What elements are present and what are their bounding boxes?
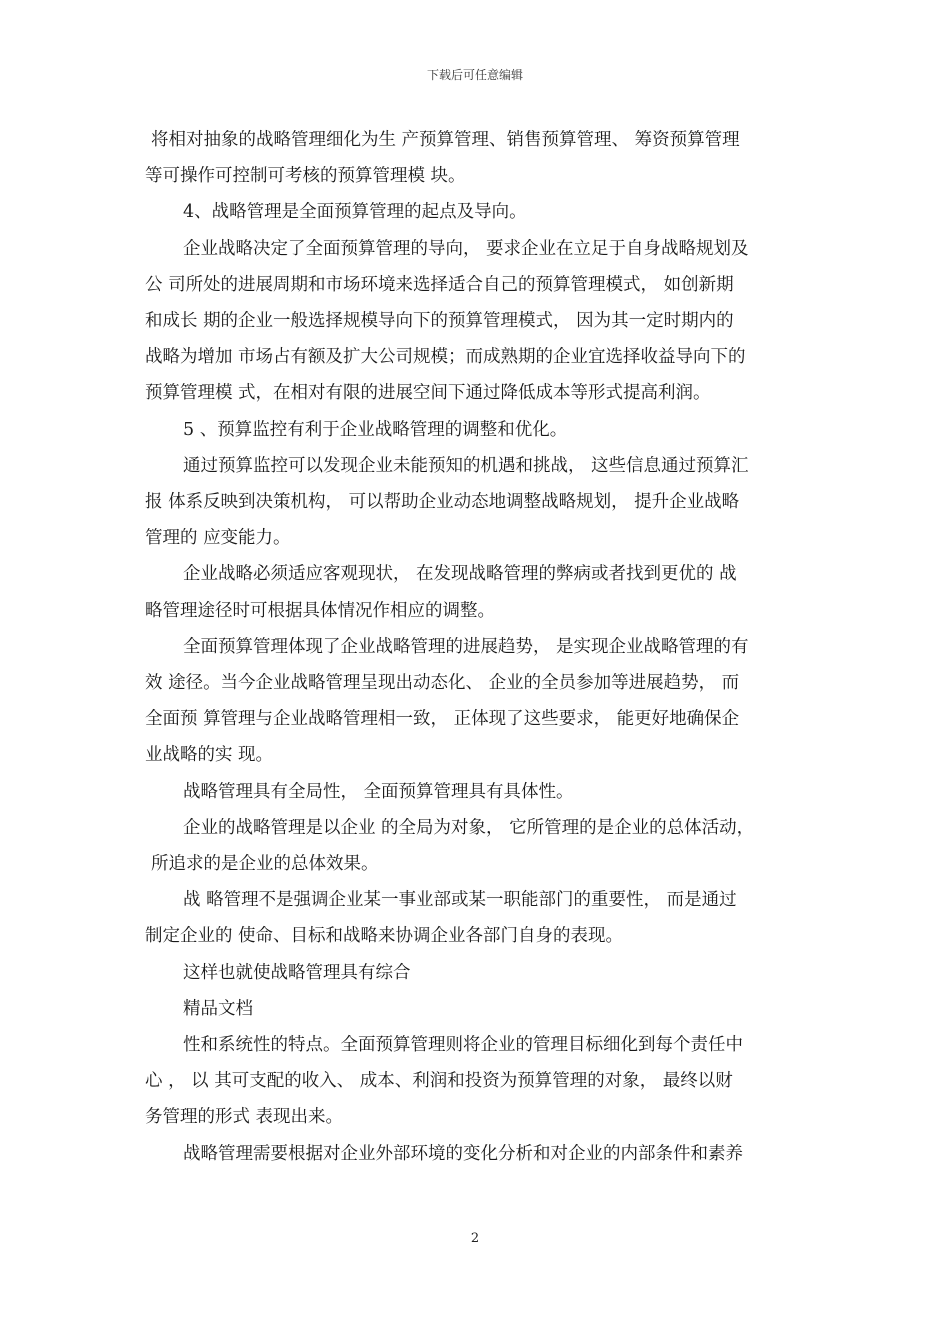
text-line: 4、战略管理是全面预算管理的起点及导向。 (183, 202, 527, 223)
text-line: 战略管理需要根据对企业外部环境的变化分析和对企业的内部条件和素养 (183, 1143, 743, 1164)
text-line: 制定企业的 使命、目标和战略来协调企业各部门自身的表现。 (145, 926, 624, 947)
text-line: 报 体系反映到决策机构， 可以帮助企业动态地调整战略规划， 提升企业战略 (145, 492, 740, 513)
text-line: 略管理途径时可根据具体情况作相应的调整。 (145, 600, 495, 621)
text-line: 精品文档 (183, 998, 253, 1019)
text-line: 战略管理具有全局性， 全面预算管理具有具体性。 (183, 781, 574, 802)
page-number: 2 (470, 1231, 480, 1246)
text-line: 企业战略决定了全面预算管理的导向， 要求企业在立足于自身战略规划及 (183, 238, 749, 259)
text-line: 全面预 算管理与企业战略管理相一致， 正体现了这些要求， 能更好地确保企 (145, 709, 740, 730)
text-line: 心 ， 以 其可支配的收入、 成本、利润和投资为预算管理的对象， 最终以财 (145, 1071, 733, 1092)
text-line: 全面预算管理体现了企业战略管理的进展趋势， 是实现企业战略管理的有 (183, 636, 749, 657)
text-line: 业战略的实 现。 (145, 745, 274, 766)
document-body (145, 122, 810, 1172)
text-line: 等可操作可控制可考核的预算管理模 块。 (145, 166, 466, 187)
text-line: 性和系统性的特点。全面预算管理则将企业的管理目标细化到每个责任中 (183, 1035, 743, 1056)
text-line: 所追求的是企业的总体效果。 (151, 854, 379, 875)
text-line: 管理的 应变能力。 (145, 528, 291, 549)
text-line: 公 司所处的进展周期和市场环境来选择适合自己的预算管理模式， 如创新期 (145, 274, 734, 295)
text-line: 这样也就使战略管理具有综合 (183, 962, 411, 983)
text-line: 务管理的形式 表现出来。 (145, 1107, 344, 1128)
text-line: 效 途径。当今企业战略管理呈现出动态化、 企业的全员参加等进展趋势， 而 (145, 673, 740, 694)
text-line: 5 、预算监控有利于企业战略管理的调整和优化。 (183, 419, 568, 440)
text-line: 企业的战略管理是以企业 的全局为对象， 它所管理的是企业的总体活动， (183, 817, 755, 838)
page-header: 下载后可任意编辑 (426, 68, 523, 82)
text-line: 战略为增加 市场占有额及扩大公司规模；而成熟期的企业宜选择收益导向下的 (145, 347, 746, 368)
text-line: 企业战略必须适应客观现状， 在发现战略管理的弊病或者找到更优的 战 (183, 564, 737, 585)
text-line: 预算管理模 式，在相对有限的进展空间下通过降低成本等形式提高利润。 (145, 383, 711, 404)
text-line: 将相对抽象的战略管理细化为生 产预算管理、销售预算管理、 筹资预算管理 (151, 130, 740, 150)
text-line: 通过预算监控可以发现企业未能预知的机遇和挑战， 这些信息通过预算汇 (183, 455, 749, 476)
text-line: 和成长 期的企业一般选择规模导向下的预算管理模式， 因为其一定时期内的 (145, 311, 734, 332)
text-line: 战 略管理不是强调企业某一事业部或某一职能部门的重要性， 而是通过 (183, 890, 737, 911)
